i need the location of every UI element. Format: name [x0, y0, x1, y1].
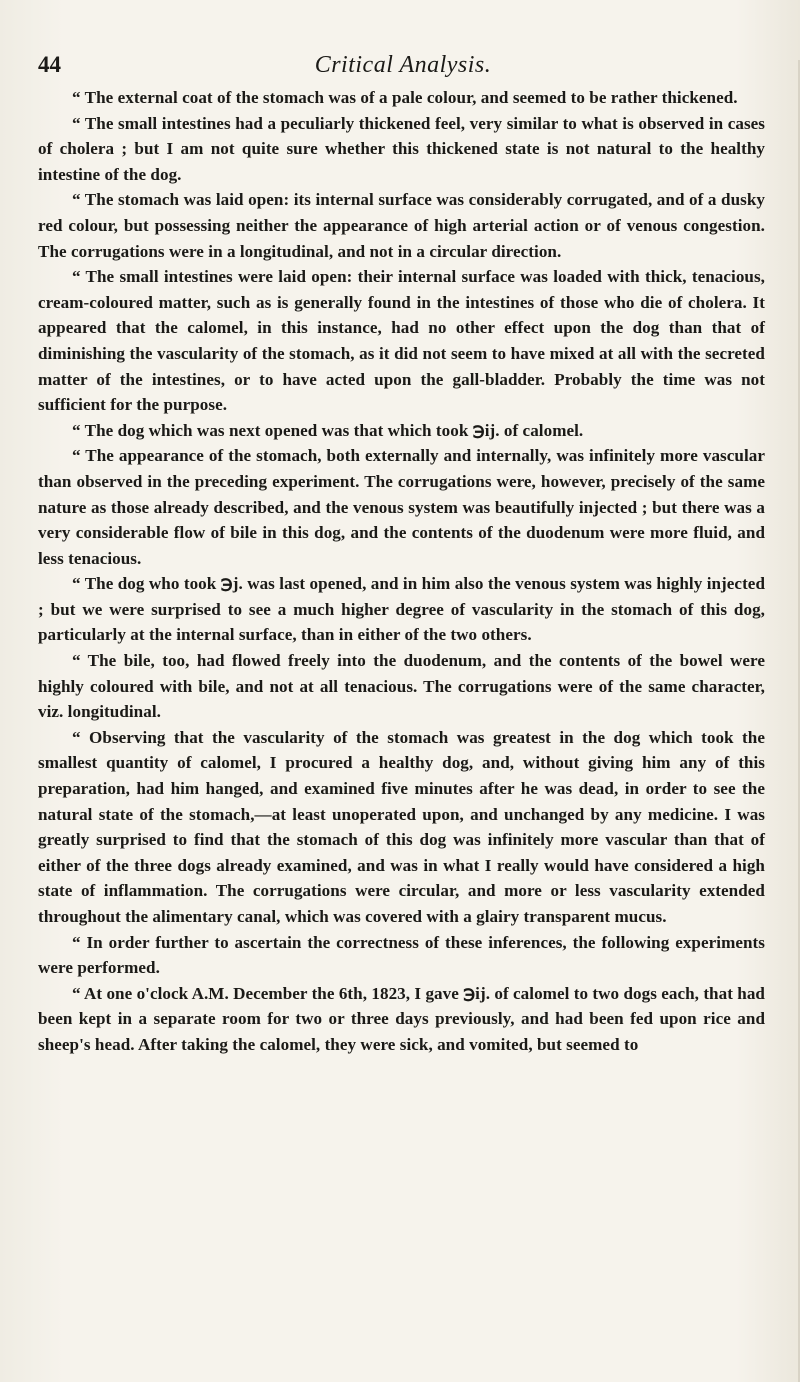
paragraph: “ Observing that the vascularity of the stomach was greatest in the dog which took the smallest quantity of calomel, I procured a healthy dog, and, without giving him any of this preparation, had him hanged, and examined five minutes after he was dead, in order to see the natural state of the stomach,—at least unoperated upon, and unchanged by any medicine. I was greatly surprised to find that the stomach of this dog was infinitely more vascular than that of either of the three dogs already examined, and was in what I really would have considered a high state of inflammation. The corrugations were circular, and more or less vascularity extended throughout the alimentary canal, which was covered with a glairy transparent mucus.	[38, 727, 765, 926]
paragraph: “ The appearance of the stomach, both externally and internally, was infinitely more vascular than observed in the preceding experiment. The corrugations were, however, precisely of the same nature as those already described, and the venous system was beautifully injected ; but there was a very considerable flow of bile in this dog, and the contents of the duodenum were more fluid, and less tenacious.	[38, 446, 765, 568]
paragraph: “ The small intestines were laid open: their internal surface was loaded with thick, tenacious, cream-coloured matter, such as is generally found in the intestines of those who die of cholera. It appeared that the calomel, in this instance, had no other effect upon the dog than that of diminishing the vascularity of the stomach, as it did not seem to have mixed at all with the secreted matter of the intestines, or to have acted upon the gall-bladder. Probably the time was not sufficient for the purpose.	[38, 267, 765, 415]
page-number: 44	[38, 52, 61, 77]
paragraph: “ The bile, too, had flowed freely into the duodenum, and the contents of the bowel were highly coloured with bile, and not at all tenacious. The corrugations were of the same character, viz. longitudinal.	[38, 651, 765, 722]
body-text	[38, 85, 765, 1058]
paragraph: “ The stomach was laid open: its internal surface was considerably corrugated, and of a dusky red colour, but possessing neither the appearance of high arterial action or of venous congestion. The corrugations were in a longitudinal, and not in a circular direction.	[38, 190, 765, 261]
paragraph: “ The dog who took ℈j. was last opened, and in him also the venous system was highly injected ; but we were surprised to see a much higher degree of vascularity in the stomach of this dog, particularly at the internal surface, than in either of the two others.	[38, 574, 765, 645]
running-title: Critical Analysis.	[314, 52, 492, 78]
paragraph: “ In order further to ascertain the correctness of these inferences, the following experiments were performed.	[38, 932, 765, 978]
paragraph: “ The dog which was next opened was that which took ℈ij. of calomel.	[72, 420, 584, 440]
page-header	[38, 52, 768, 86]
paragraph: “ The external coat of the stomach was of a pale colour, and seemed to be rather thickened.	[72, 88, 738, 107]
paragraph: “ The small intestines had a peculiarly thickened feel, very similar to what is observed in cases of cholera ; but I am not quite sure whether this thickened state is not natural to the healthy intestine of the dog.	[38, 113, 765, 184]
paragraph: “ At one o'clock A.M. December the 6th, 1823, I gave ℈ij. of calomel to two dogs each, that had been kept in a separate room for two or three days previously, and had been fed upon rice and sheep's head. After taking the calomel, they were sick, and vomited, but seemed to	[38, 983, 765, 1054]
